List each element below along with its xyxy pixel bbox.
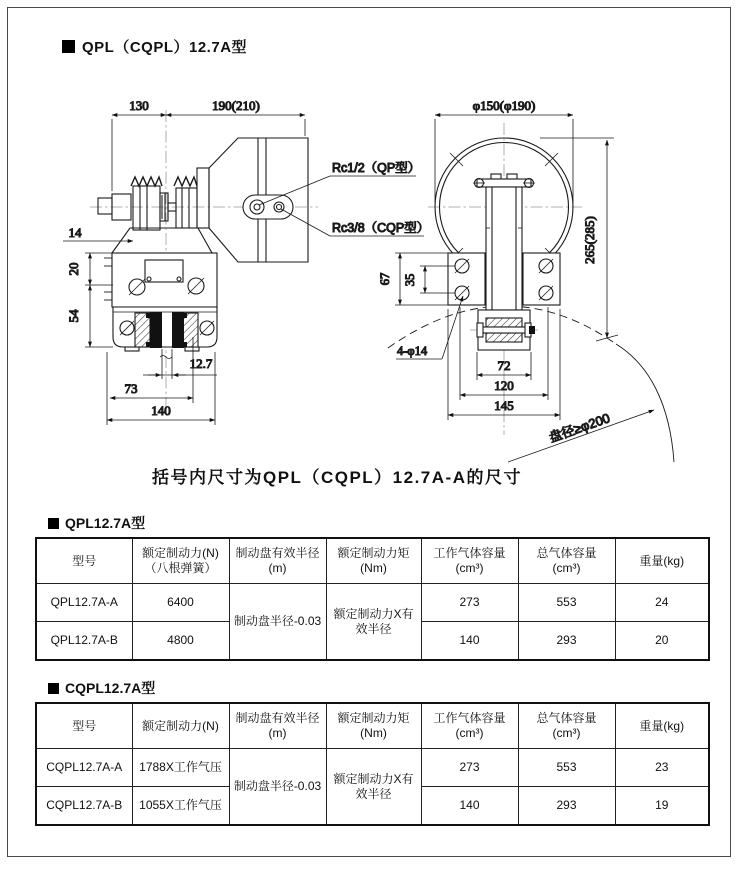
cell-force: 6400 bbox=[132, 584, 229, 622]
col-work-volume: 工作气体容量 (cm³) bbox=[421, 703, 518, 749]
dim-130: 130 bbox=[129, 98, 149, 113]
col-torque: 额定制动力矩 (Nm) bbox=[326, 703, 421, 749]
section-marker-icon bbox=[62, 40, 75, 53]
table-row bbox=[36, 584, 709, 622]
col-work-volume: 工作气体容量 (cm³) bbox=[421, 538, 518, 584]
col-total-volume: 总气体容量 (cm³) bbox=[518, 703, 615, 749]
cell-total-volume: 553 bbox=[518, 749, 615, 787]
col-radius: 制动盘有效半径 (m) bbox=[229, 538, 326, 584]
page-title bbox=[62, 36, 247, 57]
dim-holes-4-14: 4-φ14 bbox=[397, 344, 428, 358]
cell-model: QPL12.7A-A bbox=[36, 584, 132, 622]
table-header-row bbox=[36, 703, 709, 749]
section-title-qpl-text: QPL12.7A型 bbox=[65, 515, 146, 531]
dim-diameter: φ150(φ190) bbox=[472, 98, 536, 113]
dim-265-285: 265(285) bbox=[582, 216, 597, 264]
col-total-volume: 总气体容量 (cm³) bbox=[518, 538, 615, 584]
dim-73: 73 bbox=[124, 381, 138, 396]
cell-radius-merged: 制动盘半径-0.03 bbox=[229, 584, 326, 661]
side-view-drawing bbox=[63, 98, 429, 425]
cell-torque-merged: 额定制动力X有效半径 bbox=[326, 749, 421, 826]
cell-model: CQPL12.7A-A bbox=[36, 749, 132, 787]
section-title-qpl bbox=[48, 513, 145, 533]
col-model: 型号 bbox=[36, 538, 132, 584]
cell-force: 1055X工作气压 bbox=[132, 787, 229, 826]
dim-54: 54 bbox=[66, 309, 81, 323]
dim-190-210: 190(210) bbox=[212, 98, 260, 113]
cell-weight: 24 bbox=[615, 584, 709, 622]
page-title-text: QPL（CQPL）12.7A型 bbox=[82, 39, 248, 56]
section-marker-icon bbox=[48, 683, 59, 694]
disc-diameter-note: 盘径≥φ200 bbox=[547, 410, 612, 446]
cell-radius-merged: 制动盘半径-0.03 bbox=[229, 749, 326, 826]
cell-total-volume: 293 bbox=[518, 787, 615, 826]
cell-weight: 19 bbox=[615, 787, 709, 826]
front-view-drawing bbox=[378, 98, 674, 462]
cell-total-volume: 293 bbox=[518, 622, 615, 661]
port-label-qp: Rc1/2（QP型） bbox=[332, 161, 421, 175]
dim-35: 35 bbox=[403, 273, 417, 287]
section-title-cqpl-text: CQPL12.7A型 bbox=[65, 680, 156, 696]
dim-20: 20 bbox=[66, 262, 81, 276]
col-radius: 制动盘有效半径 (m) bbox=[229, 703, 326, 749]
dim-120: 120 bbox=[494, 378, 514, 393]
dim-14: 14 bbox=[68, 225, 82, 240]
cell-work-volume: 273 bbox=[421, 749, 518, 787]
cell-force: 1788X工作气压 bbox=[132, 749, 229, 787]
cell-torque-merged: 额定制动力X有效半径 bbox=[326, 584, 421, 661]
dim-67: 67 bbox=[378, 272, 392, 286]
dim-72: 72 bbox=[497, 358, 511, 373]
cell-work-volume: 140 bbox=[421, 622, 518, 661]
cell-force: 4800 bbox=[132, 622, 229, 661]
cell-work-volume: 273 bbox=[421, 584, 518, 622]
section-title-cqpl bbox=[48, 678, 155, 698]
col-force: 额定制动力(N) （八根弹簧） bbox=[132, 538, 229, 584]
cell-total-volume: 553 bbox=[518, 584, 615, 622]
table-row bbox=[36, 749, 709, 787]
cell-model: CQPL12.7A-B bbox=[36, 787, 132, 826]
technical-drawing bbox=[0, 85, 738, 500]
drawing-caption: 括号内尺寸为QPL（CQPL）12.7A-A的尺寸 bbox=[152, 468, 522, 487]
dim-145: 145 bbox=[494, 398, 514, 413]
cell-weight: 23 bbox=[615, 749, 709, 787]
cell-model: QPL12.7A-B bbox=[36, 622, 132, 661]
cell-weight: 20 bbox=[615, 622, 709, 661]
qpl-spec-table bbox=[35, 537, 710, 661]
col-torque: 额定制动力矩 (Nm) bbox=[326, 538, 421, 584]
col-model: 型号 bbox=[36, 703, 132, 749]
col-force: 额定制动力(N) bbox=[132, 703, 229, 749]
dim-140: 140 bbox=[151, 403, 171, 418]
col-weight: 重量(kg) bbox=[615, 703, 709, 749]
cqpl-spec-table bbox=[35, 702, 710, 826]
cell-work-volume: 140 bbox=[421, 787, 518, 826]
col-weight: 重量(kg) bbox=[615, 538, 709, 584]
section-marker-icon bbox=[48, 518, 59, 529]
dim-12-7: 12.7 bbox=[189, 356, 213, 371]
table-header-row bbox=[36, 538, 709, 584]
port-label-cqp: Rc3/8（CQP型） bbox=[332, 221, 430, 235]
